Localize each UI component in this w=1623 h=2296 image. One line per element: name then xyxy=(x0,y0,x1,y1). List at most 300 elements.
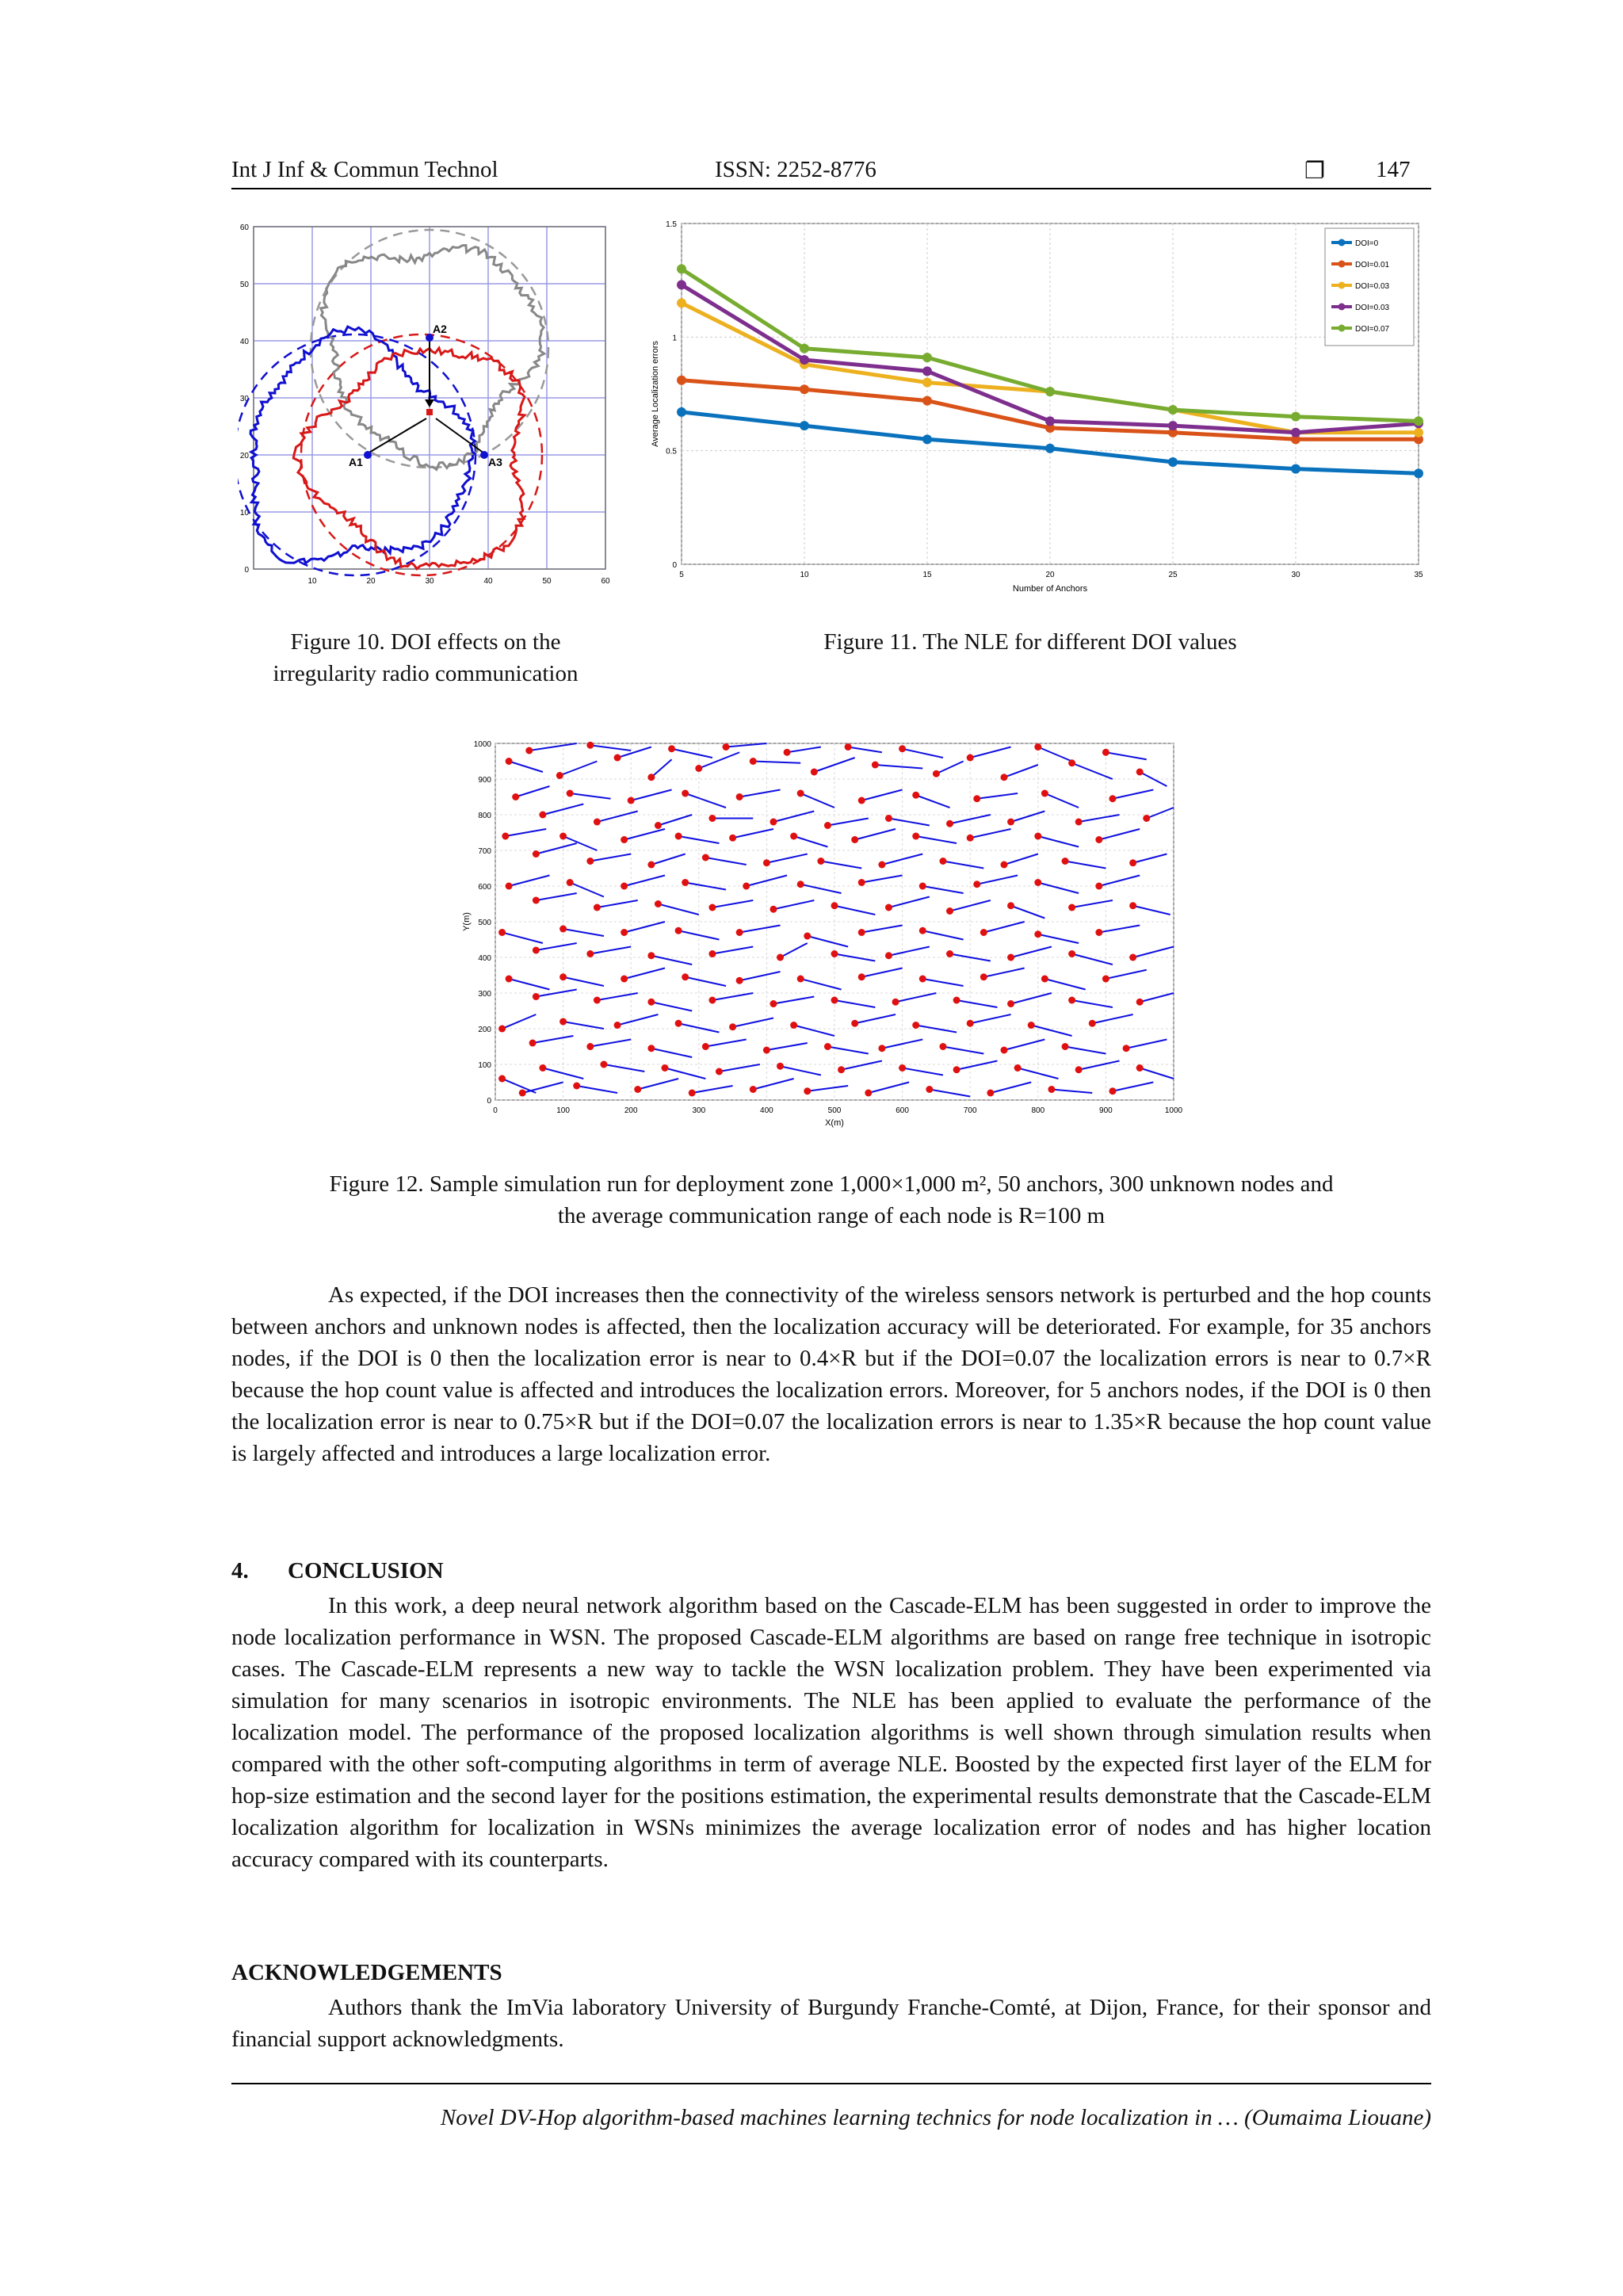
figure12-node-point xyxy=(845,743,852,751)
figure12-y-tick: 0 xyxy=(487,1097,491,1106)
figure12-node-point xyxy=(594,819,601,826)
figure12-node-point xyxy=(1034,743,1041,751)
page-number: 147 xyxy=(1376,157,1411,182)
figure12-node-point xyxy=(831,950,838,957)
figure12-node-point xyxy=(912,1022,919,1029)
figure12-node-point xyxy=(980,973,987,980)
figure12-node-point xyxy=(885,815,892,822)
figure12-node-point xyxy=(708,950,716,957)
section-heading xyxy=(231,1558,444,1584)
anchor-a1 xyxy=(364,451,372,459)
figure12-node-point xyxy=(559,1018,567,1026)
figure12-node-point xyxy=(533,993,540,1000)
figure12-node-point xyxy=(831,902,838,909)
figure12-node-point xyxy=(682,973,689,980)
figure10-y-tick: 10 xyxy=(239,509,249,518)
figure12-node-point xyxy=(655,822,662,829)
figure12-node-point xyxy=(939,858,946,865)
figure11-legend-marker xyxy=(1338,304,1346,311)
figure10-y-tick: 20 xyxy=(239,452,249,460)
figure11-legend-marker xyxy=(1338,325,1346,332)
figure12-y-tick: 500 xyxy=(478,919,491,927)
figure12-node-point xyxy=(817,858,824,865)
anchor-a3 xyxy=(480,451,488,459)
figure12-node-point xyxy=(498,929,506,936)
figure12-node-point xyxy=(1136,999,1144,1006)
figure12-node-point xyxy=(573,1083,580,1090)
figure11-y-tick: 0.5 xyxy=(666,447,677,457)
figure11-chart xyxy=(642,214,1434,602)
figure12-node-point xyxy=(614,1022,621,1029)
figure12-node-point xyxy=(662,1064,669,1072)
box-icon: ❐ xyxy=(1304,159,1325,184)
figure12-node-point xyxy=(655,900,662,907)
figure12-node-point xyxy=(1102,749,1109,756)
figure12-node-point xyxy=(682,879,689,886)
figure11-data-point xyxy=(1045,444,1055,453)
figure12-node-point xyxy=(621,836,628,843)
figure11-data-point xyxy=(1045,416,1055,426)
figure12-x-tick: 300 xyxy=(692,1106,706,1115)
figure11-data-point xyxy=(1414,416,1423,426)
figure12-node-point xyxy=(769,906,777,913)
unknown-node xyxy=(426,409,433,415)
figure12-x-tick: 100 xyxy=(556,1106,570,1115)
figure12-node-point xyxy=(675,927,682,934)
figure11-x-tick: 35 xyxy=(1414,571,1423,579)
figure12-node-point xyxy=(1136,769,1144,776)
figure12-node-point xyxy=(899,1064,906,1072)
figure12-node-point xyxy=(512,793,519,800)
figure12-node-point xyxy=(885,952,892,959)
acknowledgements-paragraph: Authors thank the ImVia laboratory University of Burgundy Franche-Comté, at Dijon, France, for their sponsor and financial support acknowledgments. xyxy=(231,1995,1431,2052)
figure12-node-point xyxy=(1068,904,1075,911)
figure12-node-point xyxy=(559,926,567,933)
figure12-node-point xyxy=(858,973,865,980)
figure12-node-point xyxy=(750,1086,757,1093)
figure12-node-point xyxy=(586,1043,594,1050)
figure11-legend-label: DOI=0.03 xyxy=(1355,304,1390,312)
figure11-x-tick: 10 xyxy=(800,571,809,579)
figure12-node-point xyxy=(790,1022,797,1029)
figure12-y-tick: 1000 xyxy=(473,740,491,749)
figure12-node-point xyxy=(586,742,594,749)
figure12-node-point xyxy=(1095,929,1102,936)
figure12-node-point xyxy=(1109,1087,1116,1095)
figure12-node-point xyxy=(621,929,628,936)
figure12-node-point xyxy=(1136,1064,1144,1072)
figure12-node-point xyxy=(668,745,675,752)
figure12-node-point xyxy=(586,950,594,957)
figure12-x-tick: 700 xyxy=(963,1106,977,1115)
figure12-node-point xyxy=(621,976,628,983)
figure12-node-point xyxy=(1102,976,1109,983)
figure11-x-tick: 30 xyxy=(1291,571,1300,579)
figure12-node-point xyxy=(769,819,777,826)
figure12-node-point xyxy=(777,954,784,961)
figure10-y-tick: 0 xyxy=(244,566,249,575)
figure12-x-tick: 200 xyxy=(624,1106,638,1115)
figure10-y-tick: 50 xyxy=(239,281,249,289)
anchor-label-a2: A2 xyxy=(433,323,447,335)
figure12-node-point xyxy=(1068,759,1075,766)
figure12-node-point xyxy=(831,997,838,1004)
figure12-node-point xyxy=(750,758,757,765)
figure12-node-point xyxy=(878,1045,885,1052)
figure12-node-point xyxy=(797,881,804,888)
figure12-node-point xyxy=(1007,902,1014,909)
figure11-legend-label: DOI=0 xyxy=(1355,239,1379,248)
figure12-node-point xyxy=(769,1000,777,1007)
figure11-legend-label: DOI=0.07 xyxy=(1355,325,1390,334)
figure12-node-point xyxy=(946,907,953,915)
figure12-node-point xyxy=(634,1086,641,1093)
figure10-x-tick: 20 xyxy=(366,577,376,585)
figure11-data-point xyxy=(677,280,686,289)
figure12-node-point xyxy=(567,879,574,886)
figure11-data-point xyxy=(1291,412,1300,422)
arrow-a2 xyxy=(425,399,434,407)
figure11-data-point xyxy=(922,378,932,388)
figure12-node-point xyxy=(953,997,960,1004)
figure12-node-point xyxy=(858,879,865,886)
figure12-y-tick: 400 xyxy=(478,954,491,963)
figure12-y-tick: 100 xyxy=(478,1061,491,1070)
figure12-node-point xyxy=(716,1068,723,1075)
footer-citation: Novel DV-Hop algorithm-based machines learning technics for node localization in … (Oumaima Liouane) xyxy=(440,2105,1431,2130)
figure12-node-point xyxy=(559,833,567,840)
figure12-node-point xyxy=(878,861,885,869)
figure12-xlabel: X(m) xyxy=(825,1118,844,1128)
figure10-ticks xyxy=(240,223,610,585)
figure11-data-point xyxy=(800,384,809,394)
figure11-data-point xyxy=(1168,457,1178,467)
figure12-node-point xyxy=(647,999,655,1006)
figure12-node-point xyxy=(539,812,546,819)
figure12-node-point xyxy=(1095,883,1102,890)
figure12-node-point xyxy=(729,1023,736,1030)
figure12-y-tick: 600 xyxy=(478,883,491,892)
figure12-node-point xyxy=(736,977,743,984)
figure11-legend-marker xyxy=(1338,261,1346,268)
figure12-node-point xyxy=(506,758,513,765)
figure12-node-point xyxy=(1041,976,1048,983)
figure12-node-point xyxy=(1062,1043,1069,1050)
figure12-node-point xyxy=(872,762,879,769)
figure12-node-point xyxy=(824,822,831,829)
figure12-node-point xyxy=(614,755,621,762)
figure12-node-point xyxy=(529,1040,537,1047)
figure12-node-point xyxy=(899,745,906,752)
anchor-label-a1: A1 xyxy=(349,456,363,468)
section-title: CONCLUSION xyxy=(288,1558,444,1584)
figure12-node-point xyxy=(1095,836,1102,843)
figure12-node-point xyxy=(559,973,567,980)
figure11-data-point xyxy=(1291,428,1300,437)
figure12-y-tick: 700 xyxy=(478,847,491,856)
conclusion-paragraph: In this work, a deep neural network algorithm based on the Cascade-ELM has been suggested in order to improve the node localization performance in WSN. The proposed Cascade-ELM algorithms are based on range free technique in isotropic cases. The Cascade-ELM represents a new way to tackle the WSN localization problem. They have been experimented via simulation for many scenarios in isotropic environments. The NLE has been applied to evaluate the performance of the localization model. The performance of the proposed localization algorithms is well shown through simulation results when compared with the other soft-computing algorithms in term of average NLE. Boosted by the expected first layer of the ELM for hop-size estimation and the second layer for the positions estimation, the experimental results demonstrate that the Cascade-ELM localization algorithm for localization in WSNs minimizes the average localization error of nodes and has higher location accuracy compared with its counterparts. xyxy=(231,1593,1431,1872)
figure12-node-point xyxy=(1007,954,1014,961)
figure12-node-point xyxy=(824,1043,831,1050)
figure12-node-point xyxy=(567,790,574,797)
figure12-grid xyxy=(474,740,1183,1115)
figure12-node-point xyxy=(594,904,601,911)
figure11-x-tick: 25 xyxy=(1168,571,1178,579)
figure12-node-point xyxy=(797,976,804,983)
figure12-node-point xyxy=(702,854,709,861)
figure12-node-point xyxy=(973,881,980,888)
figure11-caption: Figure 11. The NLE for different DOI values xyxy=(823,629,1237,655)
figure12-node-point xyxy=(865,1090,872,1097)
figure12-node-point xyxy=(689,1090,696,1097)
figure11-y-tick: 0 xyxy=(672,561,677,570)
figure12-node-point xyxy=(736,793,743,800)
figure11-xlabel: Number of Anchors xyxy=(1012,584,1088,594)
figure12-caption-line2: the average communication range of each node is R=100 m xyxy=(557,1203,1106,1228)
figure12-x-tick: 0 xyxy=(493,1106,498,1115)
irregular-contour-blue xyxy=(250,327,475,563)
acknowledgements-heading: ACKNOWLEDGEMENTS xyxy=(231,1960,502,1985)
figure12-y-tick: 200 xyxy=(478,1026,491,1034)
figure12-chart xyxy=(452,737,1197,1141)
figure12-node-point xyxy=(519,1090,526,1097)
figure11-x-tick: 5 xyxy=(679,571,684,579)
figure12-node-point xyxy=(967,835,974,842)
figure12-x-tick: 900 xyxy=(1099,1106,1113,1115)
figure11-legend xyxy=(1325,228,1414,346)
figure12-node-point xyxy=(804,1087,811,1095)
journal-name: Int J Inf & Commun Technol xyxy=(231,157,498,182)
figure12-node-point xyxy=(804,933,811,940)
figure11-data-point xyxy=(922,434,932,444)
figure12-node-point xyxy=(533,947,540,954)
figure12-node-point xyxy=(1068,950,1075,957)
figure10-caption xyxy=(231,626,620,690)
figure10-caption-line1: Figure 10. DOI effects on the xyxy=(290,629,561,655)
figure12-ylabel: Y(m) xyxy=(462,912,472,931)
figure12-node-point xyxy=(919,976,926,983)
figure12-node-point xyxy=(838,1066,845,1073)
figure12-node-point xyxy=(1001,861,1008,869)
figure12-node-point xyxy=(797,790,804,797)
figure12-node-point xyxy=(556,772,563,779)
figure10-x-tick: 10 xyxy=(307,577,317,585)
figure12-node-point xyxy=(1028,1022,1035,1029)
figure12-y-tick: 300 xyxy=(478,990,491,999)
figure12-node-point xyxy=(502,833,509,840)
figure12-node-point xyxy=(858,797,865,804)
figure12-node-point xyxy=(729,835,736,842)
figure12-node-point xyxy=(1068,997,1075,1004)
figure12-node-point xyxy=(858,929,865,936)
figure12-node-point xyxy=(498,1026,506,1033)
figure12-node-point xyxy=(811,769,818,776)
figure11-legend-marker xyxy=(1338,282,1346,289)
figure12-node-point xyxy=(933,770,940,777)
figure12-node-point xyxy=(675,1020,682,1027)
figure12-node-point xyxy=(647,774,655,781)
figure11-legend-label: DOI=0.03 xyxy=(1355,282,1390,291)
figure11-legend-label: DOI=0.01 xyxy=(1355,261,1390,269)
figure12-node-point xyxy=(763,1047,770,1054)
figure12-node-point xyxy=(506,976,513,983)
figure11-data-point xyxy=(800,355,809,365)
figure12-x-tick: 600 xyxy=(896,1106,909,1115)
figure12-node-point xyxy=(851,836,858,843)
figure12-node-point xyxy=(525,747,533,755)
figure11-data-point xyxy=(800,421,809,430)
figure12-node-point xyxy=(1109,795,1116,802)
figure12-node-point xyxy=(967,755,974,762)
figure12-node-point xyxy=(533,897,540,904)
figure12-node-point xyxy=(628,797,635,804)
figure12-node-point xyxy=(1014,1064,1022,1072)
figure11-legend-marker xyxy=(1338,239,1346,246)
figure12-x-tick: 1000 xyxy=(1164,1106,1183,1115)
figure12-node-point xyxy=(912,833,919,840)
figure12-caption-line1: Figure 12. Sample simulation run for deployment zone 1,000×1,000 m², 50 anchors, 300 unknown nodes and xyxy=(329,1171,1334,1197)
figure11-data-point xyxy=(1168,421,1178,430)
issn: ISSN: 2252-8776 xyxy=(715,157,876,182)
figure12-node-point xyxy=(892,999,899,1006)
figure12-node-point xyxy=(1034,930,1041,938)
figure12-node-point xyxy=(763,859,770,866)
figure10-y-tick: 40 xyxy=(239,338,249,346)
figure12-node-point xyxy=(1034,833,1041,840)
figure12-node-point xyxy=(708,815,716,822)
figure12-node-point xyxy=(682,790,689,797)
figure12-node-point xyxy=(1075,819,1083,826)
figure12-node-point xyxy=(498,1075,506,1083)
figure12-node-point xyxy=(1123,1045,1130,1052)
figure12-node-point xyxy=(539,1064,546,1072)
figure11-data-point xyxy=(1045,387,1055,396)
figure12-node-point xyxy=(1007,1000,1014,1007)
figure12-node-point xyxy=(946,950,953,957)
figure12-x-tick: 400 xyxy=(760,1106,773,1115)
figure12-node-point xyxy=(675,833,682,840)
figure10-x-tick: 60 xyxy=(601,577,610,585)
figure12-node-point xyxy=(647,1045,655,1052)
figure10-x-tick: 30 xyxy=(425,577,434,585)
figure11-data-point xyxy=(1291,464,1300,474)
figure12-x-tick: 800 xyxy=(1031,1106,1045,1115)
figure12-node-point xyxy=(1089,1020,1096,1027)
figure12-node-point xyxy=(953,1066,960,1073)
figure12-node-point xyxy=(1001,774,1008,781)
figure12-node-point xyxy=(647,952,655,959)
figure11-data-point xyxy=(1414,468,1423,478)
figure11-x-tick: 20 xyxy=(1045,571,1055,579)
figure11-data-point xyxy=(1414,428,1423,437)
figure12-node-point xyxy=(600,1061,607,1068)
figure11-data-point xyxy=(800,344,809,353)
figure12-node-point xyxy=(1048,1086,1055,1093)
figure12-node-point xyxy=(973,795,980,802)
figure12-node-point xyxy=(708,997,716,1004)
figure11-data-point xyxy=(1168,405,1178,415)
figure11-data-point xyxy=(922,396,932,406)
figure12-node-point xyxy=(621,883,628,890)
figure11-data-point xyxy=(922,366,932,376)
figure11-y-tick: 1 xyxy=(672,334,677,343)
figure12-node-point xyxy=(980,929,987,936)
figure12-node-point xyxy=(533,850,540,858)
figure12-node-point xyxy=(1041,790,1048,797)
figure10-y-tick: 60 xyxy=(239,223,249,232)
figure12-node-point xyxy=(777,1063,784,1070)
figure12-node-point xyxy=(1062,858,1069,865)
figure10-x-tick: 40 xyxy=(483,577,493,585)
figure12-node-point xyxy=(987,1090,994,1097)
figure12-caption xyxy=(231,1168,1431,1232)
figure12-x-tick: 500 xyxy=(827,1106,842,1115)
figure12-node-point xyxy=(1129,859,1136,866)
figure10-plot xyxy=(238,220,618,585)
figure11-y-tick: 1.5 xyxy=(666,220,677,229)
figure12-node-point xyxy=(946,820,953,827)
figure12-node-point xyxy=(1129,902,1136,909)
figure11-data-point xyxy=(677,298,686,308)
figure12-node-point xyxy=(594,997,601,1004)
figure12-node-point xyxy=(919,927,926,934)
link-a3 xyxy=(436,418,484,453)
figure11-data-point xyxy=(677,407,686,417)
figure11-data-point xyxy=(677,264,686,273)
figure12-node-point xyxy=(743,883,750,890)
figure12-node-point xyxy=(1007,819,1014,826)
figure12-node-point xyxy=(1143,815,1150,822)
figure12-node-point xyxy=(926,1086,933,1093)
figure12-node-point xyxy=(912,792,919,799)
figure12-node-point xyxy=(790,833,797,840)
figure12-node-point xyxy=(885,904,892,911)
figure10-y-tick: 30 xyxy=(239,395,249,403)
section-number: 4. xyxy=(231,1558,249,1584)
figure10-caption-line2: irregularity radio communication xyxy=(273,661,579,686)
figure12-node-point xyxy=(1001,1047,1008,1054)
figure12-node-point xyxy=(695,765,702,772)
figure12-node-point xyxy=(784,749,791,756)
figure11-data-point xyxy=(677,376,686,385)
figure12-node-point xyxy=(1034,879,1041,886)
figure12-node-point xyxy=(506,883,513,890)
figure12-node-point xyxy=(736,929,743,936)
figure12-node-point xyxy=(586,858,594,865)
figure12-y-tick: 800 xyxy=(478,812,491,820)
figure12-node-point xyxy=(851,1020,858,1027)
figure12-node-point xyxy=(1075,1066,1083,1073)
figure12-node-point xyxy=(647,861,655,869)
figure12-node-point xyxy=(939,1043,946,1050)
figure12-node-point xyxy=(702,1043,709,1050)
footer-rule xyxy=(231,2083,1431,2084)
figure12-node-point xyxy=(723,743,730,751)
figure11-grid xyxy=(666,220,1423,579)
figure11-ylabel: Average Localization errors xyxy=(651,341,660,447)
figure12-y-tick: 900 xyxy=(478,776,491,785)
figure12-node-point xyxy=(708,904,716,911)
anchor-label-a3: A3 xyxy=(488,456,502,468)
discussion-paragraph: As expected, if the DOI increases then the connectivity of the wireless sensors network is perturbed and the hop counts between anchors and unknown nodes is affected, then the localization accuracy will be deteriorated. For example, for 35 anchors nodes, if the DOI is 0 then the localization error is near to 0.4×R but if the DOI=0.07 the localization errors is near to 0.7×R because the hop count value is affected and introduces the localization errors. Moreover, for 5 anchors nodes, if the DOI is 0 then the localization error is near to 0.75×R but if the DOI=0.07 the localization errors is near to 1.35×R because the hop count value is largely affected and introduces a large localization error. xyxy=(231,1282,1431,1466)
figure12-node-point xyxy=(919,883,926,890)
figure11-data-point xyxy=(922,353,932,362)
header-rule xyxy=(231,188,1431,189)
figure11-x-tick: 15 xyxy=(922,571,932,579)
figure12-node-point xyxy=(967,1020,974,1027)
figure10-x-tick: 50 xyxy=(542,577,552,585)
figure12-node-point xyxy=(1129,954,1136,961)
